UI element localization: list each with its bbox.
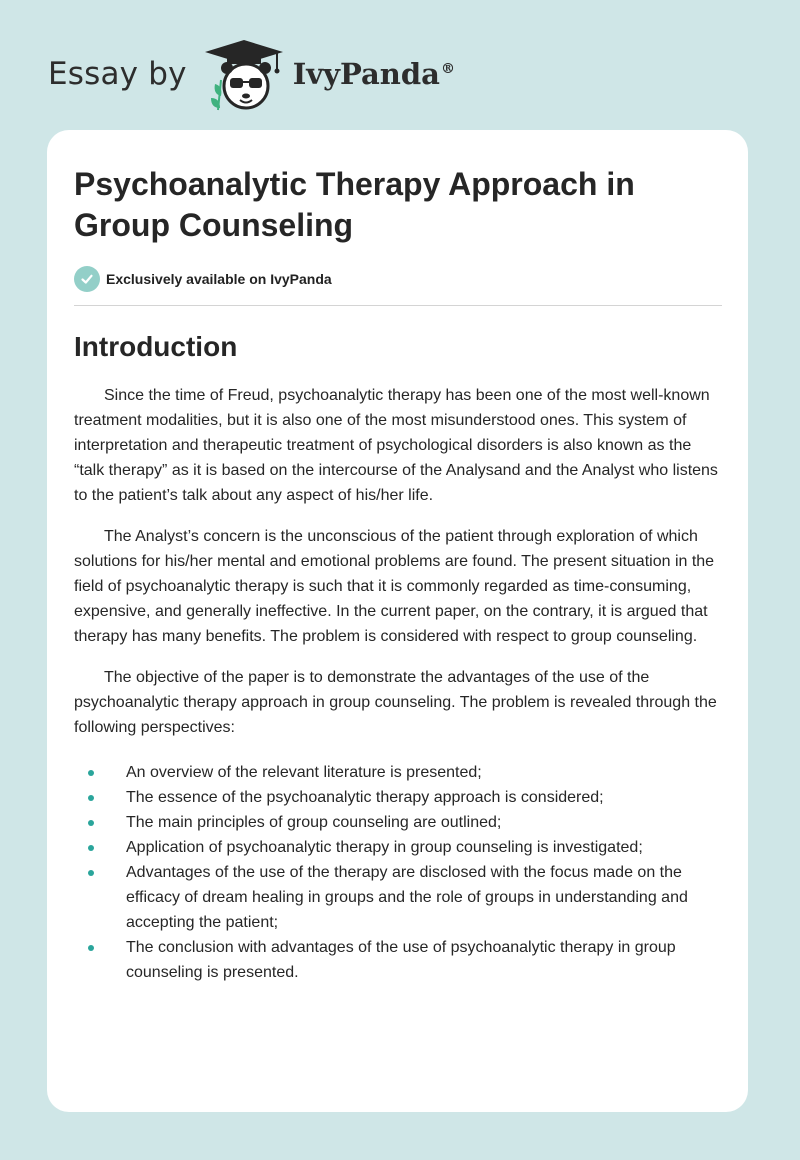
bullet-dot-icon xyxy=(88,770,94,776)
bullet-dot-icon xyxy=(88,945,94,951)
list-item: Application of psychoanalytic therapy in group counseling is investigated; xyxy=(74,835,722,860)
perspectives-list xyxy=(74,760,722,985)
registered-mark: ® xyxy=(440,61,455,78)
article-title: Psychoanalytic Therapy Approach in Group Counseling xyxy=(74,166,635,243)
divider xyxy=(74,305,722,306)
panda-graduate-logo-icon xyxy=(201,36,287,112)
essay-by-label: Essay by xyxy=(48,56,187,92)
exclusive-badge xyxy=(74,266,722,292)
list-item: Advantages of the use of the therapy are disclosed with the focus made on the efficacy of dream healing in groups and the role of groups in understanding and accepting the patient; xyxy=(74,860,722,935)
list-item: The main principles of group counseling are outlined; xyxy=(74,810,722,835)
paragraph: The Analyst’s concern is the unconscious of the patient through exploration of which solutions for his/her mental and emotional problems are found. The present situation in the field of psychoanalytic therapy is such that it is commonly regarded as time-consuming, expensive, and generally ineffective. In the current paper, on the contrary, it is argued that therapy has many benefits. The problem is considered with respect to group counseling. xyxy=(74,528,715,645)
exclusive-label: Exclusively available on IvyPanda xyxy=(106,271,332,287)
paragraph: The objective of the paper is to demonstrate the advantages of the use of the psychoanalytic therapy approach in group counseling. The problem is revealed through the following perspectives: xyxy=(74,669,717,736)
list-item: The essence of the psychoanalytic therapy approach is considered; xyxy=(74,785,722,810)
article-card xyxy=(47,130,748,1112)
brand-header xyxy=(48,34,455,114)
bullet-dot-icon xyxy=(88,795,94,801)
check-icon xyxy=(74,266,100,292)
bullet-dot-icon xyxy=(88,820,94,826)
list-item: The conclusion with advantages of the use of psychoanalytic therapy in group counseling is presented. xyxy=(74,935,722,985)
list-item: An overview of the relevant literature is presented; xyxy=(74,760,722,785)
section-heading-introduction: Introduction xyxy=(74,331,238,362)
bullet-dot-icon xyxy=(88,845,94,851)
paragraph: Since the time of Freud, psychoanalytic therapy has been one of the most well-known treatment modalities, but it is also one of the most misunderstood ones. This system of interpretation and therapeutic treatment of psychological disorders is also known as the “talk therapy” as it is based on the intercourse of the Analysand and the Analyst who listens to the patient’s talk about any aspect of his/her life. xyxy=(74,387,718,504)
brand-name: IvyPanda® xyxy=(292,57,455,91)
bullet-dot-icon xyxy=(88,870,94,876)
